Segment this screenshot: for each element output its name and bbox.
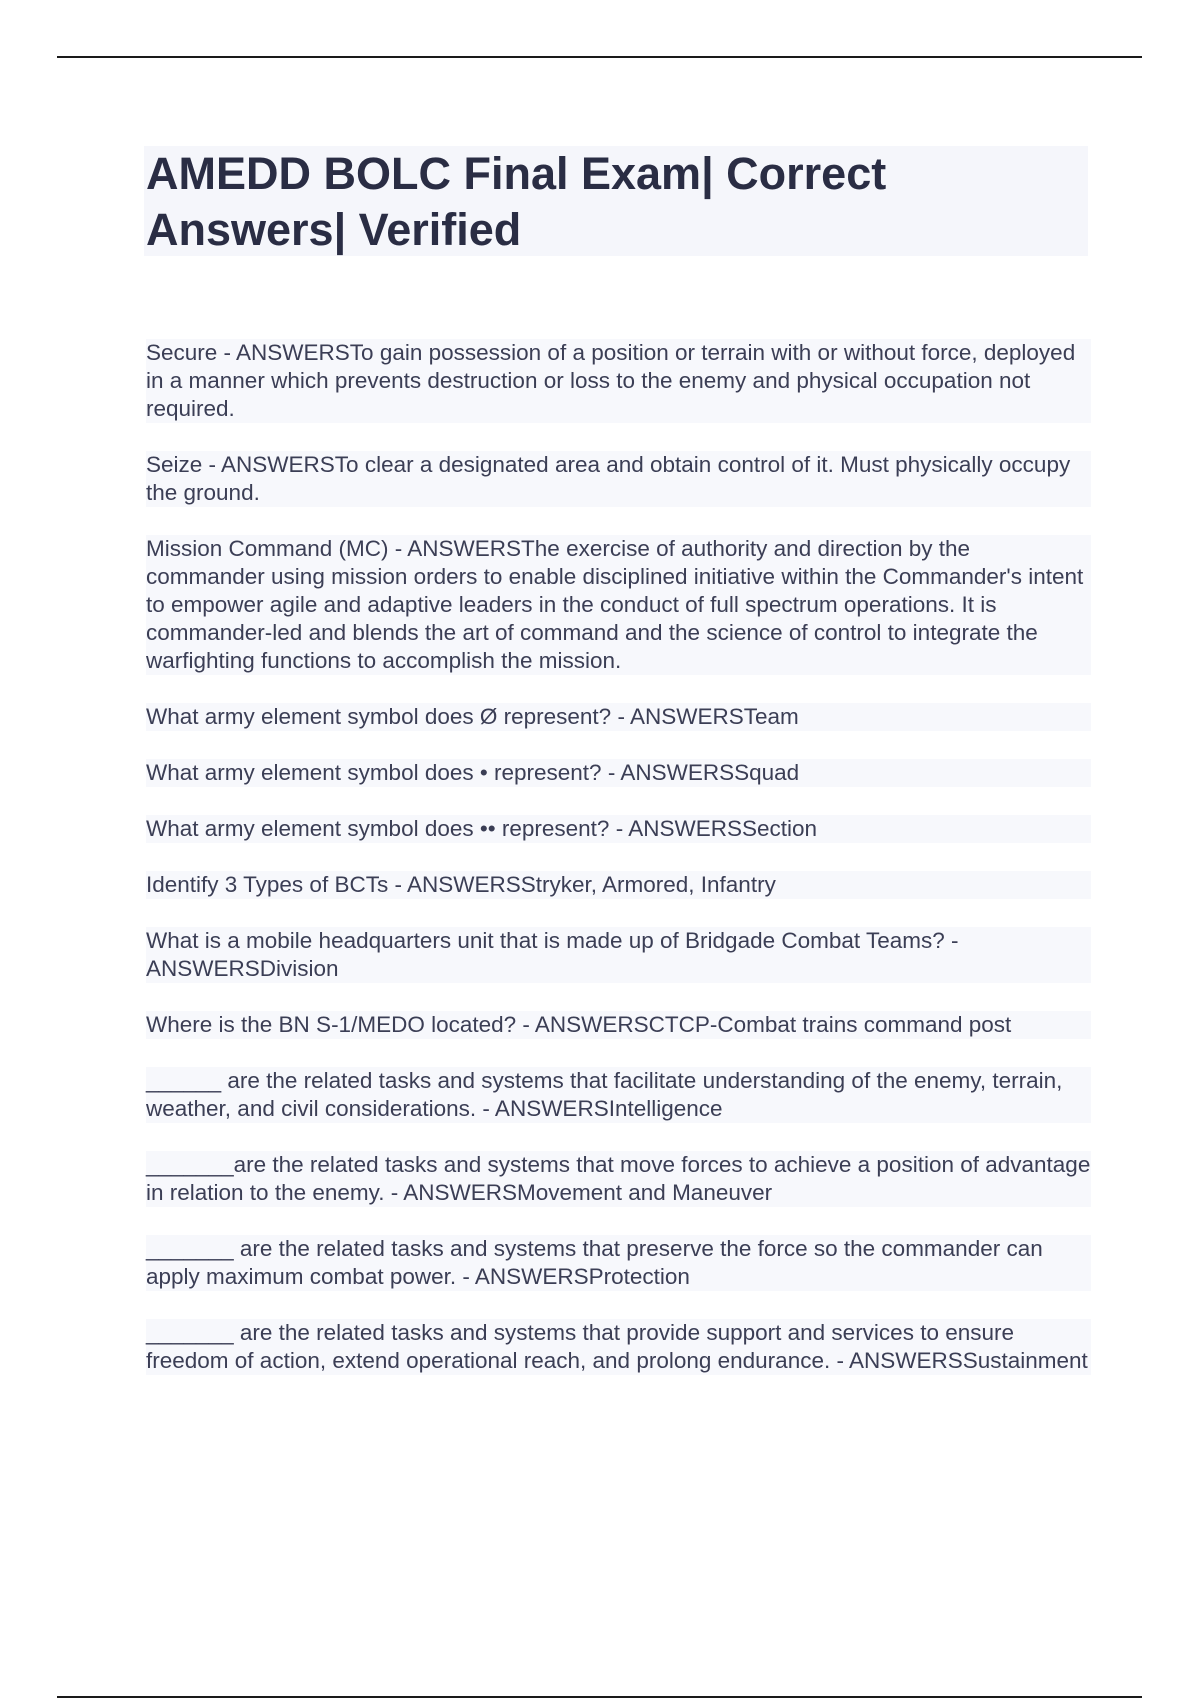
qa-item-squad-symbol: What army element symbol does • represent? - ANSWERSSquad bbox=[146, 759, 1091, 787]
bottom-divider bbox=[57, 1696, 1142, 1698]
qa-item-mission-command: Mission Command (MC) - ANSWERSThe exercise of authority and direction by the commander using mission orders to enable disciplined initiative within the Commander's intent to empower agile and adaptive leaders in the conduct of full spectrum operations. It is commander-led and blends the art of command and the science of control to integrate the warfighting functions to accomplish the mission. bbox=[146, 535, 1091, 675]
qa-item-division: What is a mobile headquarters unit that is made up of Bridgade Combat Teams? - ANSWERSDivision bbox=[146, 927, 1091, 983]
qa-item-bct-types: Identify 3 Types of BCTs - ANSWERSStryker, Armored, Infantry bbox=[146, 871, 1091, 899]
qa-item-sustainment: _______ are the related tasks and systems that provide support and services to ensure freedom of action, extend operational reach, and prolong endurance. - ANSWERSSustainment bbox=[146, 1319, 1091, 1375]
qa-item-secure: Secure - ANSWERSTo gain possession of a position or terrain with or without force, deployed in a manner which prevents destruction or loss to the enemy and physical occupation not required. bbox=[146, 339, 1091, 423]
qa-item-team-symbol: What army element symbol does Ø represent? - ANSWERSTeam bbox=[146, 703, 1091, 731]
qa-item-intelligence: ______ are the related tasks and systems that facilitate understanding of the enemy, terrain, weather, and civil considerations. - ANSWERSIntelligence bbox=[146, 1067, 1091, 1123]
page-title: AMEDD BOLC Final Exam| Correct Answers| Verified bbox=[146, 148, 887, 255]
qa-item-seize: Seize - ANSWERSTo clear a designated area and obtain control of it. Must physically occupy the ground. bbox=[146, 451, 1091, 507]
qa-list bbox=[146, 339, 1091, 1403]
qa-item-protection: _______ are the related tasks and systems that preserve the force so the commander can apply maximum combat power. - ANSWERSProtection bbox=[146, 1235, 1091, 1291]
qa-item-section-symbol: What army element symbol does •• represent? - ANSWERSSection bbox=[146, 815, 1091, 843]
qa-item-s1-medo: Where is the BN S-1/MEDO located? - ANSWERSCTCP-Combat trains command post bbox=[146, 1011, 1091, 1039]
top-divider bbox=[57, 56, 1142, 58]
qa-item-movement-maneuver: _______are the related tasks and systems that move forces to achieve a position of advantage in relation to the enemy. - ANSWERSMovement and Maneuver bbox=[146, 1152, 1091, 1205]
